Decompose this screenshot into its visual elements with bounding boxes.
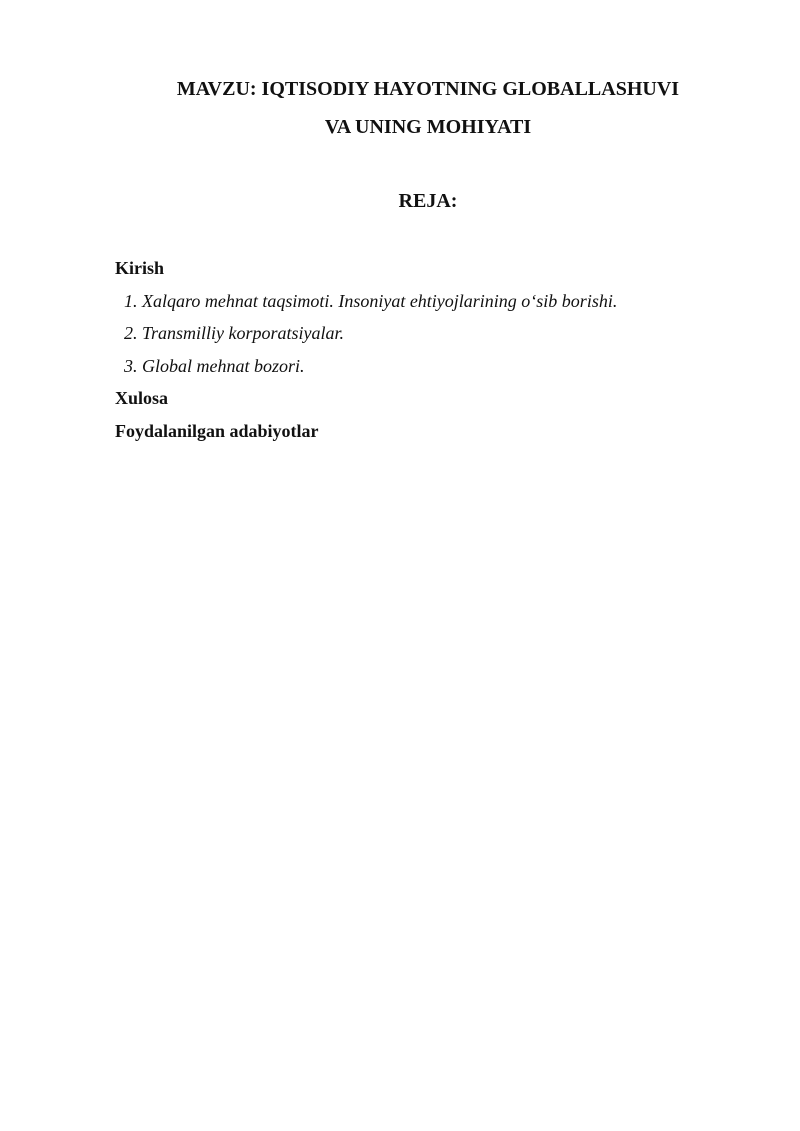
plan-intro: Kirish — [115, 258, 165, 278]
document-title-line-2: VA UNING MOHIYATI — [324, 116, 532, 138]
document-title-line-1: MAVZU: IQTISODIY HAYOTNING GLOBALLASHUVI — [176, 78, 680, 100]
plan-item-3: 3. Global mehnat bozori. — [124, 355, 305, 376]
plan-item-1: 1. Xalqaro mehnat taqsimoti. Insoniyat ehtiyojlarining o‘sib borishi. — [124, 290, 618, 311]
plan-heading: REJA: — [398, 190, 458, 212]
plan-item-2: 2. Transmilliy korporatsiyalar. — [124, 323, 345, 343]
plan-list — [115, 257, 755, 452]
plan-conclusion: Xulosa — [115, 388, 169, 408]
plan-references: Foydalanilgan adabiyotlar — [115, 420, 319, 441]
